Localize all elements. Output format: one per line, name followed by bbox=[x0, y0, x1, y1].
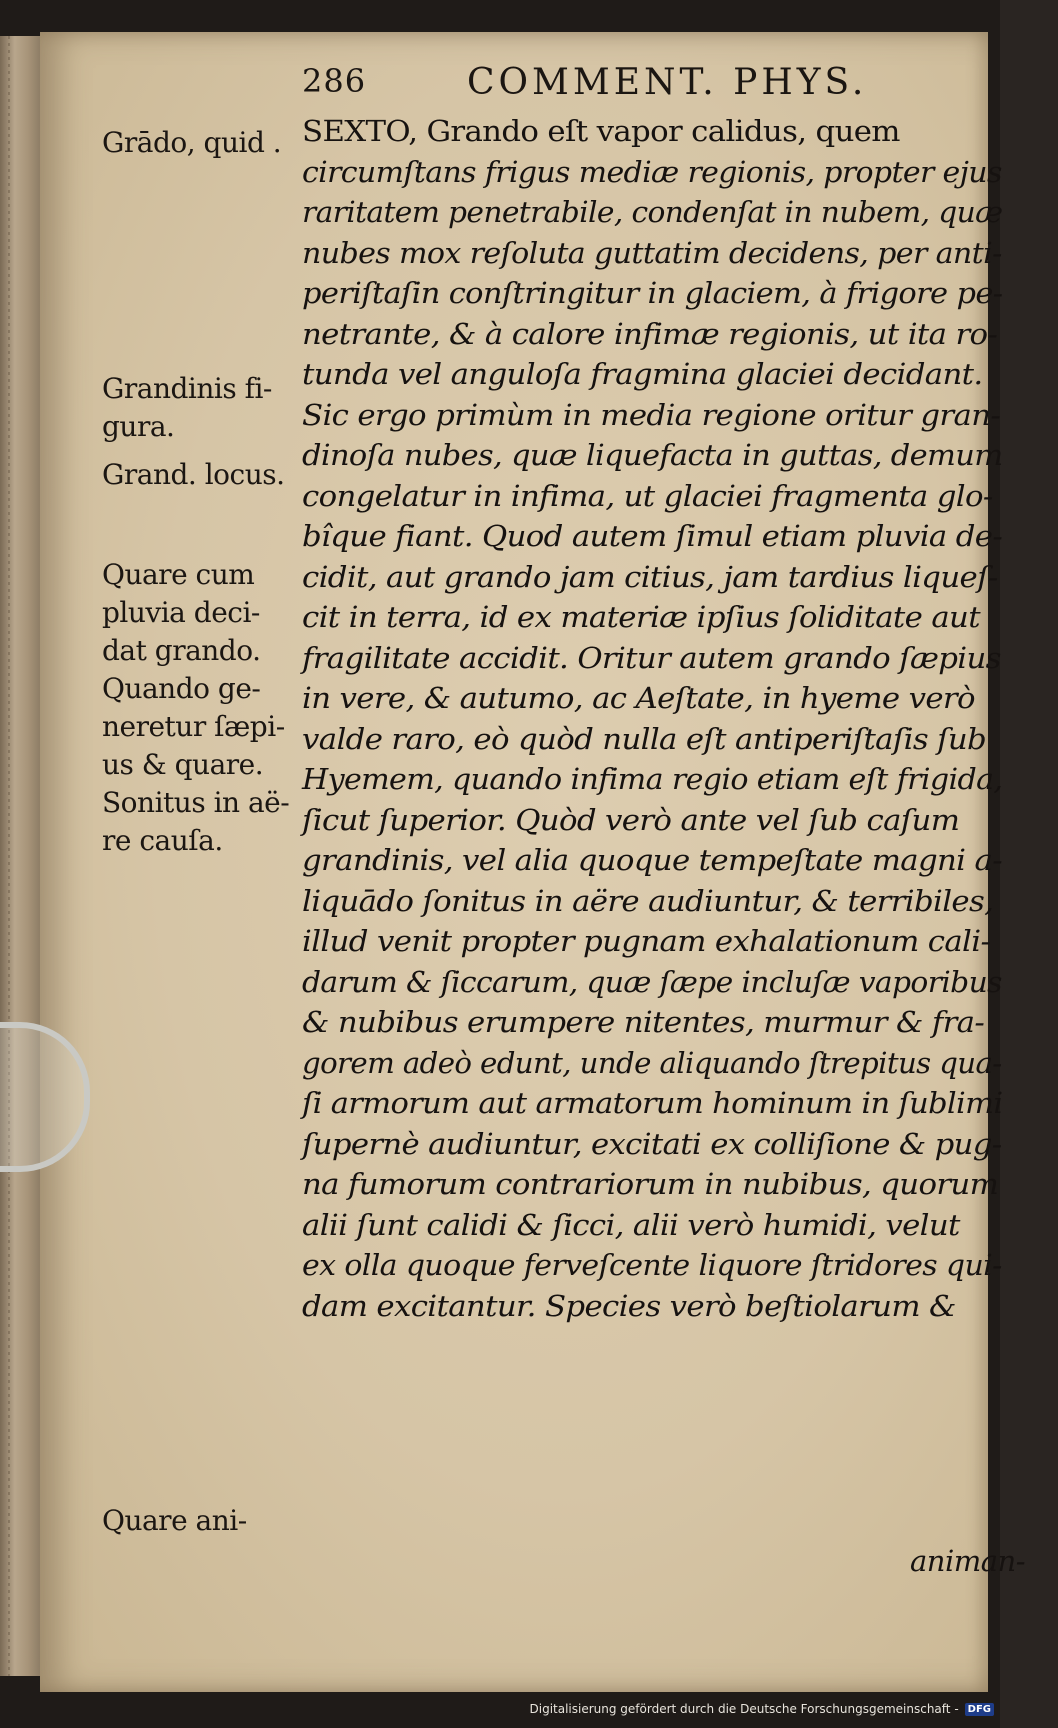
digitization-credit bbox=[530, 1698, 995, 1720]
text-line: SEXTO, Grando eſt vapor calidus, quem bbox=[302, 115, 900, 148]
text-line: liquādo ſonitus in aëre audiuntur, & terribiles, bbox=[302, 884, 994, 918]
text-line: nubes mox reſoluta guttatim decidens, per anti- bbox=[302, 236, 1002, 270]
margin-note-quare-ani: Quare ani- bbox=[102, 1504, 247, 1537]
text-line: dinoſa nubes, quæ liquefacta in guttas, demum bbox=[302, 439, 1003, 472]
margin-note-figura: Grandinis fi- gura. bbox=[102, 372, 272, 443]
text-line: na fumorum contrariorum in nubibus, quorum bbox=[302, 1168, 999, 1201]
text-line: tunda vel anguloſa fragmina glaciei decidant. bbox=[302, 358, 983, 391]
page-number: 286 bbox=[302, 62, 367, 100]
book-page bbox=[40, 32, 1026, 1692]
text-line: fragilitate accidit. Oritur autem grando ſæpius bbox=[302, 641, 1001, 675]
text-line: dam excitantur. Species verò beſtiolarum & bbox=[302, 1289, 956, 1323]
text-line: & nubibus erumpere nitentes, murmur & fra- bbox=[302, 1006, 985, 1039]
text-line: periſtaſin conſtringitur in glaciem, à frigore pe- bbox=[302, 277, 1003, 310]
text-line: ex olla quoque ferveſcente liquore ſtridores qui- bbox=[302, 1249, 1002, 1282]
text-line: illud venit propter pugnam exhalationum cali- bbox=[302, 925, 991, 958]
text-line: ſi armorum aut armatorum hominum in ſublimi bbox=[302, 1087, 1003, 1120]
text-line: valde raro, eò quòd nulla eſt antiperiſtaſis ſub bbox=[302, 722, 987, 756]
text-line: Sic ergo primùm in media regione oritur gran- bbox=[302, 398, 1001, 432]
text-line: ſupernè audiuntur, excitati ex colliſione & pug- bbox=[302, 1127, 1002, 1161]
page-header bbox=[302, 62, 902, 112]
text-line: cit in terra, id ex materiæ ipſius ſoliditate aut bbox=[302, 601, 980, 634]
main-text bbox=[302, 112, 1002, 1327]
text-line: in vere, & autumo, ac Aeſtate, in hyeme verò bbox=[302, 682, 975, 715]
text-line: grandinis, vel alia quoque tempeſtate magni a- bbox=[302, 844, 1002, 877]
text-line: congelatur in infima, ut glaciei fragmenta glo- bbox=[302, 479, 993, 513]
running-title: COMMENT. PHYS. bbox=[467, 62, 868, 103]
text-line: alii ſunt calidi & ſicci, alii verò humidi, velut bbox=[302, 1208, 960, 1242]
credit-text: Digitalisierung gefördert durch die Deutsche Forschungsgemeinschaft - bbox=[529, 1702, 959, 1716]
text-line: gorem adeò edunt, unde aliquando ſtrepitus qua- bbox=[302, 1046, 1002, 1080]
dfg-logo: DFG bbox=[965, 1703, 994, 1716]
text-line: cidit, aut grando jam citius, jam tardius liqueſ- bbox=[302, 560, 998, 594]
text-line: darum & ſiccarum, quæ ſæpe incluſæ vaporibus bbox=[302, 965, 1002, 999]
book-page-edges bbox=[0, 36, 42, 1676]
margin-note-locus: Grand. locus. bbox=[102, 458, 285, 491]
text-line: netrante, & à calore infimæ regionis, ut ita ro- bbox=[302, 317, 998, 351]
margin-note-grando: Grādo, quid . bbox=[102, 126, 282, 159]
catchword: animan- bbox=[910, 1544, 1026, 1578]
margin-note-pluvia: Quare cum pluvia deci- dat grando. Quando ge- neretur ſæpi- us & quare. Sonitus in aë- re cauſa. bbox=[102, 558, 290, 857]
text-line: bîque fiant. Quod autem ſimul etiam pluvia de- bbox=[302, 520, 1003, 553]
text-line: ſicut ſuperior. Quòd verò ante vel ſub caſum bbox=[302, 803, 960, 837]
text-line: circumſtans frigus mediæ regionis, propter ejus bbox=[302, 155, 1002, 189]
text-line: Hyemem, quando infima regio etiam eſt frigida, bbox=[302, 763, 1003, 796]
text-line: raritatem penetrabile, condenſat in nubem, quæ bbox=[302, 196, 1003, 229]
